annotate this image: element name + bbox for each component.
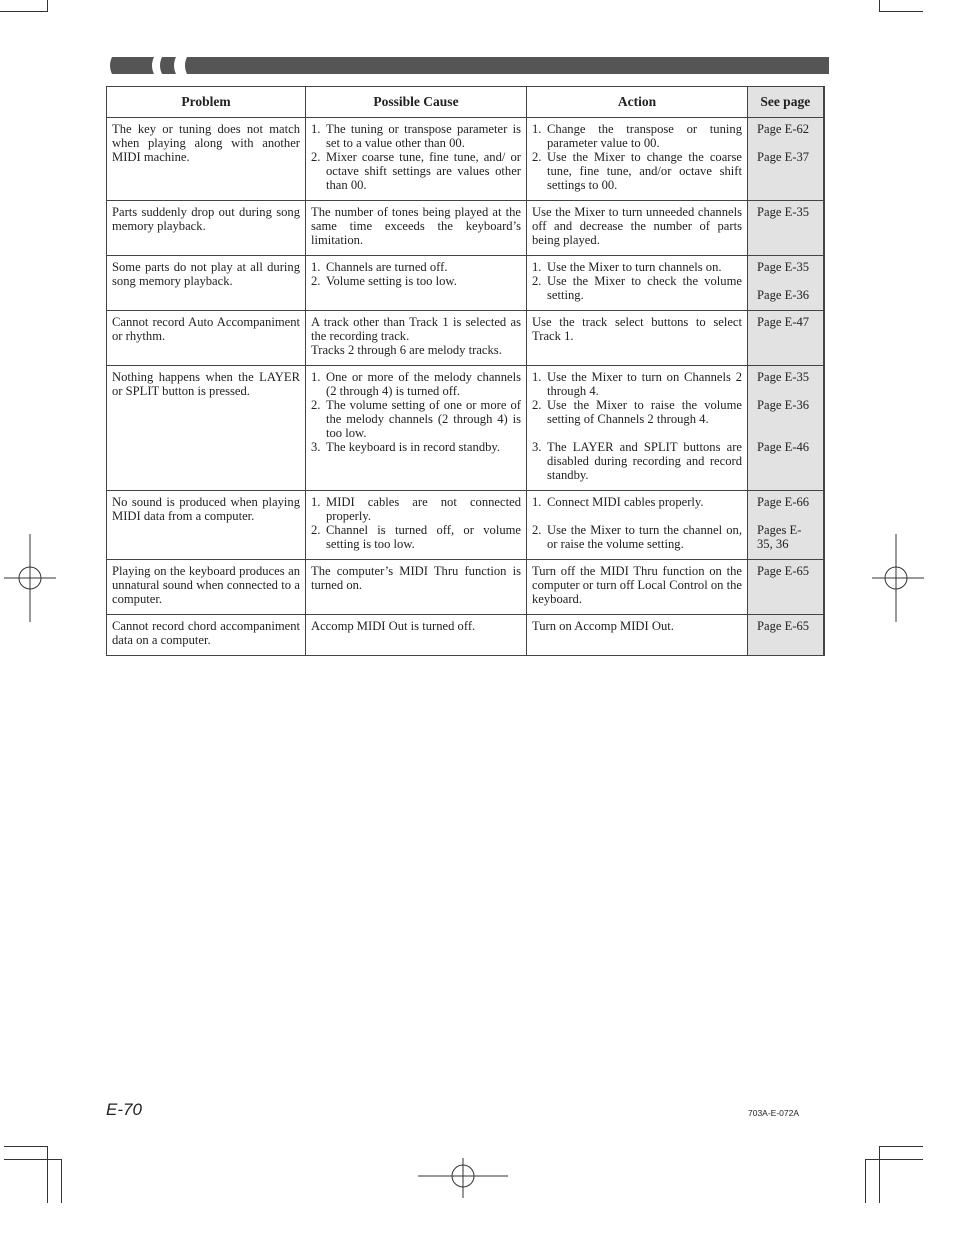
list-item: 1. One or more of the melody channels (2 through 4) is turned off. <box>311 370 521 398</box>
list-item: 1. Use the Mixer to turn channels on. <box>532 260 722 274</box>
cause-cell: Accomp MIDI Out is turned off. <box>306 615 527 656</box>
action-cell <box>527 366 748 491</box>
problem-cell: Nothing happens when the LAYER or SPLIT button is pressed. <box>107 366 306 491</box>
cause-cell <box>306 118 527 201</box>
crop-mark-bottom-right-h2 <box>879 1146 923 1147</box>
list-item: 2. Use the Mixer to turn the channel on, or raise the volume setting. <box>532 523 742 551</box>
table-row <box>107 615 824 656</box>
list-item: 2. Volume setting is too low. <box>311 274 457 288</box>
page-reference: Page E-66 <box>757 495 810 509</box>
table-row <box>107 201 824 256</box>
crop-mark-top-left-v <box>47 0 48 12</box>
registration-mark-bottom <box>418 1158 510 1198</box>
table-row <box>107 311 824 366</box>
page-reference: Page E-35 <box>757 260 810 274</box>
list-item: 2. Use the Mixer to raise the volume setting of Channels 2 through 4. <box>532 398 742 426</box>
list-item: 1. MIDI cables are not connected properly. <box>311 495 521 523</box>
problem-cell: The key or tuning does not match when playing along with another MIDI machine. <box>107 118 306 201</box>
page-number: E-70 <box>106 1100 142 1119</box>
cause-line: Tracks 2 through 6 are melody tracks. <box>311 343 502 357</box>
problem-cell: Parts suddenly drop out during song memory playback. <box>107 201 306 256</box>
see-page-cell <box>748 560 824 615</box>
column-header-problem: Problem <box>107 87 306 118</box>
action-cell: Turn on Accomp MIDI Out. <box>527 615 748 656</box>
page-reference: Page E-36 <box>757 288 810 302</box>
list-item: 1. Use the Mixer to turn on Channels 2 through 4. <box>532 370 742 398</box>
cause-cell: The computer’s MIDI Thru function is turned on. <box>306 560 527 615</box>
table-row <box>107 560 824 615</box>
action-cell <box>527 118 748 201</box>
table-row <box>107 118 824 201</box>
page-reference: Page E-46 <box>757 440 810 454</box>
table-row <box>107 366 824 491</box>
crop-mark-bottom-left-v2 <box>61 1159 62 1203</box>
crop-mark-top-left-h <box>0 11 48 12</box>
list-item: 2. Mixer coarse tune, fine tune, and/ or octave shift settings are values other than 00. <box>311 150 521 192</box>
problem-cell: Playing on the keyboard produces an unnatural sound when connected to a computer. <box>107 560 306 615</box>
cause-cell <box>306 491 527 560</box>
problem-cell: Cannot record Auto Accompaniment or rhythm. <box>107 311 306 366</box>
crop-mark-bottom-right-h <box>865 1159 923 1160</box>
column-header-cause: Possible Cause <box>306 87 527 118</box>
see-page-cell <box>748 491 824 560</box>
page-reference: Page E-37 <box>757 150 810 164</box>
see-page-cell <box>748 311 824 366</box>
page-reference: Page E-62 <box>757 122 810 136</box>
problem-cell: Cannot record chord accompaniment data on a computer. <box>107 615 306 656</box>
table-row <box>107 256 824 311</box>
cause-line: A track other than Track 1 is selected as the recording track. <box>311 315 521 343</box>
problem-cell: Some parts do not play at all during song memory playback. <box>107 256 306 311</box>
page-reference: Pages E-35, 36 <box>757 523 802 551</box>
list-item: 1. Change the transpose or tuning parameter value to 00. <box>532 122 742 150</box>
header-bar <box>110 57 829 74</box>
list-item: 3. The keyboard is in record standby. <box>311 440 501 454</box>
crop-mark-bottom-left-h2 <box>4 1146 48 1147</box>
registration-mark-left <box>4 534 60 624</box>
list-item: 1. Connect MIDI cables properly. <box>532 495 704 509</box>
problem-cell: No sound is produced when playing MIDI data from a computer. <box>107 491 306 560</box>
see-page-cell <box>748 118 824 201</box>
table-header-row <box>107 87 824 118</box>
cause-cell: The number of tones being played at the same time exceeds the keyboard’s limitation. <box>306 201 527 256</box>
crop-mark-bottom-left-v1 <box>47 1146 48 1203</box>
crop-mark-top-right-v <box>879 0 880 12</box>
page-reference: Page E-35 <box>757 370 810 384</box>
page-reference: Page E-65 <box>757 619 810 633</box>
see-page-cell <box>748 256 824 311</box>
crop-mark-bottom-left-h <box>4 1159 62 1160</box>
crop-mark-bottom-right-v2 <box>879 1146 880 1203</box>
see-page-cell <box>748 615 824 656</box>
list-item: 2. Use the Mixer to check the volume setting. <box>532 274 742 302</box>
registration-mark-right <box>870 534 926 624</box>
see-page-cell <box>748 201 824 256</box>
document-code: 703A-E-072A <box>748 1108 800 1118</box>
crop-mark-top-right-h <box>879 11 923 12</box>
list-item: 1. The tuning or transpose parameter is set to a value other than 00. <box>311 122 521 150</box>
page-reference: Page E-47 <box>757 315 810 329</box>
cause-cell <box>306 366 527 491</box>
list-item: 1. Channels are turned off. <box>311 260 448 274</box>
page-reference: Page E-35 <box>757 205 810 219</box>
crop-mark-bottom-right-v1 <box>865 1159 866 1203</box>
table-row <box>107 491 824 560</box>
action-cell <box>527 491 748 560</box>
column-header-see-page: See page <box>748 87 824 118</box>
list-item: 2. Use the Mixer to change the coarse tune, fine tune, and/or octave shift settings to 00. <box>532 150 742 192</box>
list-item: 3. The LAYER and SPLIT buttons are disabled during recording and record standby. <box>532 440 742 482</box>
page-reference: Page E-65 <box>757 564 810 578</box>
action-cell: Use the Mixer to turn unneeded channels off and decrease the number of parts being played. <box>527 201 748 256</box>
troubleshooting-table <box>106 86 825 656</box>
list-item: 2. Channel is turned off, or volume setting is too low. <box>311 523 521 551</box>
action-cell: Turn off the MIDI Thru function on the computer or turn off Local Control on the keyboard. <box>527 560 748 615</box>
list-item: 2. The volume setting of one or more of the melody channels (2 through 4) is too low. <box>311 398 521 440</box>
cause-cell <box>306 256 527 311</box>
column-header-action: Action <box>527 87 748 118</box>
action-cell <box>527 256 748 311</box>
cause-cell <box>306 311 527 366</box>
action-cell: Use the track select buttons to select Track 1. <box>527 311 748 366</box>
see-page-cell <box>748 366 824 491</box>
page-reference: Page E-36 <box>757 398 810 412</box>
